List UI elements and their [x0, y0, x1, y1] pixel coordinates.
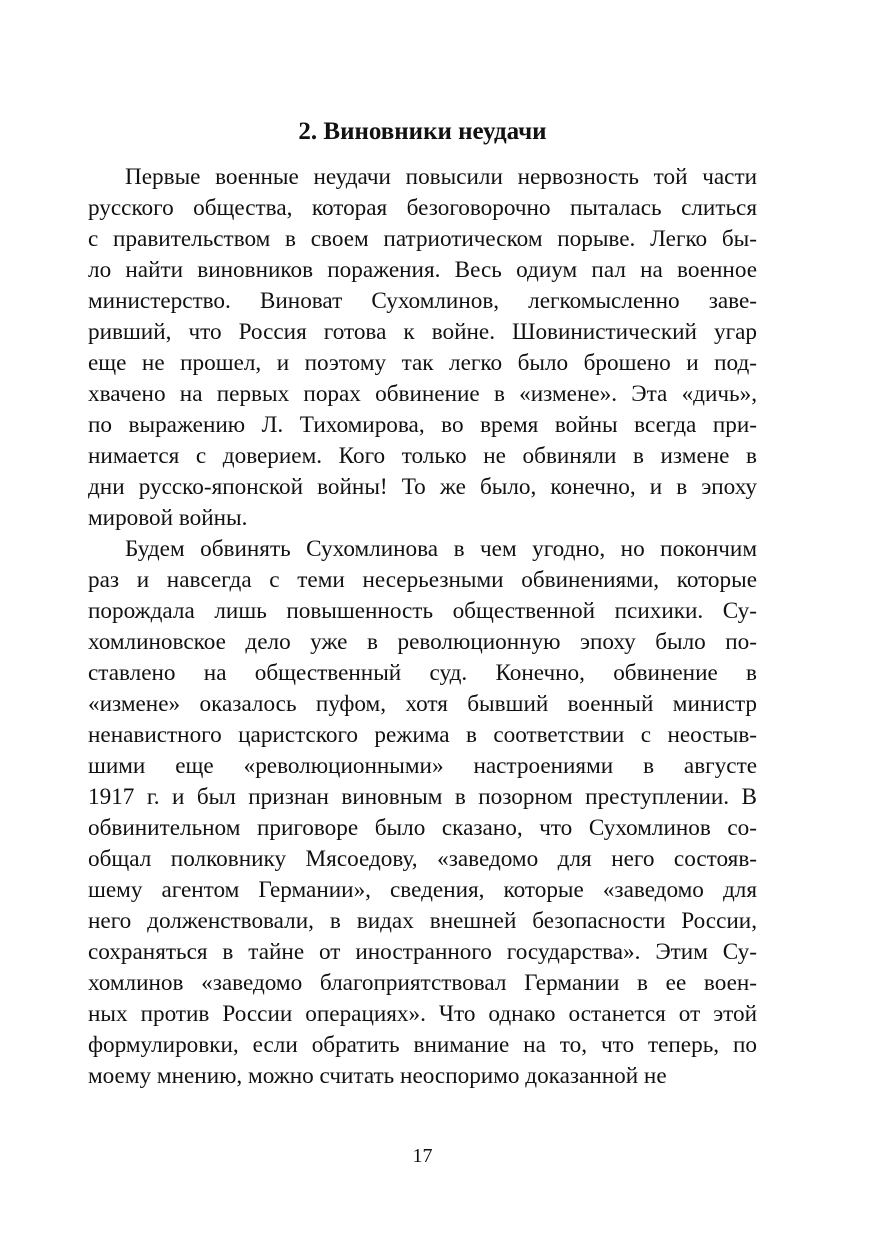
- text-line: хомлиновское дело уже в революционную эпоху было по-: [88, 629, 757, 655]
- paragraph-2: [88, 534, 757, 1092]
- text-line: шими еще «революционными» настроениями в августе: [88, 753, 757, 779]
- text-line: сохраняться в тайне от иностранного государства». Этим Су-: [88, 939, 757, 965]
- text-line: ривший, что Россия готова к войне. Шовинистический угар: [88, 319, 757, 345]
- text-line: ных против России операциях». Что однако останется от этой: [88, 1001, 757, 1027]
- text-line: шему агентом Германии», сведения, которые «заведомо для: [88, 877, 757, 903]
- text-line: ло найти виновников поражения. Весь одиум пал на военное: [88, 257, 757, 283]
- text-line: раз и навсегда с теми несерьезными обвинениями, которые: [88, 567, 757, 593]
- text-line: порождала лишь повышенность общественной психики. Су-: [88, 598, 757, 624]
- text-line: него долженствовали, в видах внешней безопасности России,: [88, 908, 757, 934]
- text-line: Первые военные неудачи повысили нервозность той части: [125, 164, 757, 190]
- text-line: обвинительном приговоре было сказано, что Сухомлинов со-: [88, 815, 757, 841]
- text-line: моему мнению, можно считать неоспоримо доказанной не: [88, 1063, 667, 1089]
- text-line: министерство. Виноват Сухомлинов, легкомысленно заве-: [88, 288, 757, 314]
- text-line: Будем обвинять Сухомлинова в чем угодно, но покончим: [125, 536, 757, 562]
- text-line: хомлинов «заведомо благоприятствовал Германии в ее воен-: [88, 970, 757, 996]
- text-line: русского общества, которая безоговорочно пыталась слиться: [88, 195, 757, 221]
- text-line: еще не прошел, и поэтому так легко было брошено и под-: [88, 350, 757, 376]
- chapter-title: 2. Виновники неудачи: [298, 118, 547, 145]
- paragraph-1: [88, 162, 757, 534]
- text-line: хвачено на первых порах обвинение в «измене». Эта «дичь»,: [88, 381, 757, 407]
- text-line: по выражению Л. Тихомирова, во время войны всегда при-: [88, 412, 757, 438]
- text-line: формулировки, если обратить внимание на то, что теперь, по: [88, 1032, 757, 1058]
- text-line: общал полковнику Мясоедову, «заведомо для него состояв-: [88, 846, 757, 872]
- text-line: 1917 г. и был признан виновным в позорном преступлении. В: [88, 784, 757, 810]
- page-number: 17: [412, 1145, 433, 1167]
- text-line: ненавистного царистского режима в соответствии с неостыв-: [88, 722, 757, 748]
- text-line: мировой войны.: [88, 505, 248, 531]
- text-line: с правительством в своем патриотическом порыве. Легко бы-: [88, 226, 757, 252]
- text-line: «измене» оказалось пуфом, хотя бывший военный министр: [88, 691, 757, 717]
- text-line: ставлено на общественный суд. Конечно, обвинение в: [88, 660, 757, 686]
- text-line: дни русско-японской войны! То же было, конечно, и в эпоху: [88, 474, 757, 500]
- text-line: нимается с доверием. Кого только не обвиняли в измене в: [88, 443, 757, 469]
